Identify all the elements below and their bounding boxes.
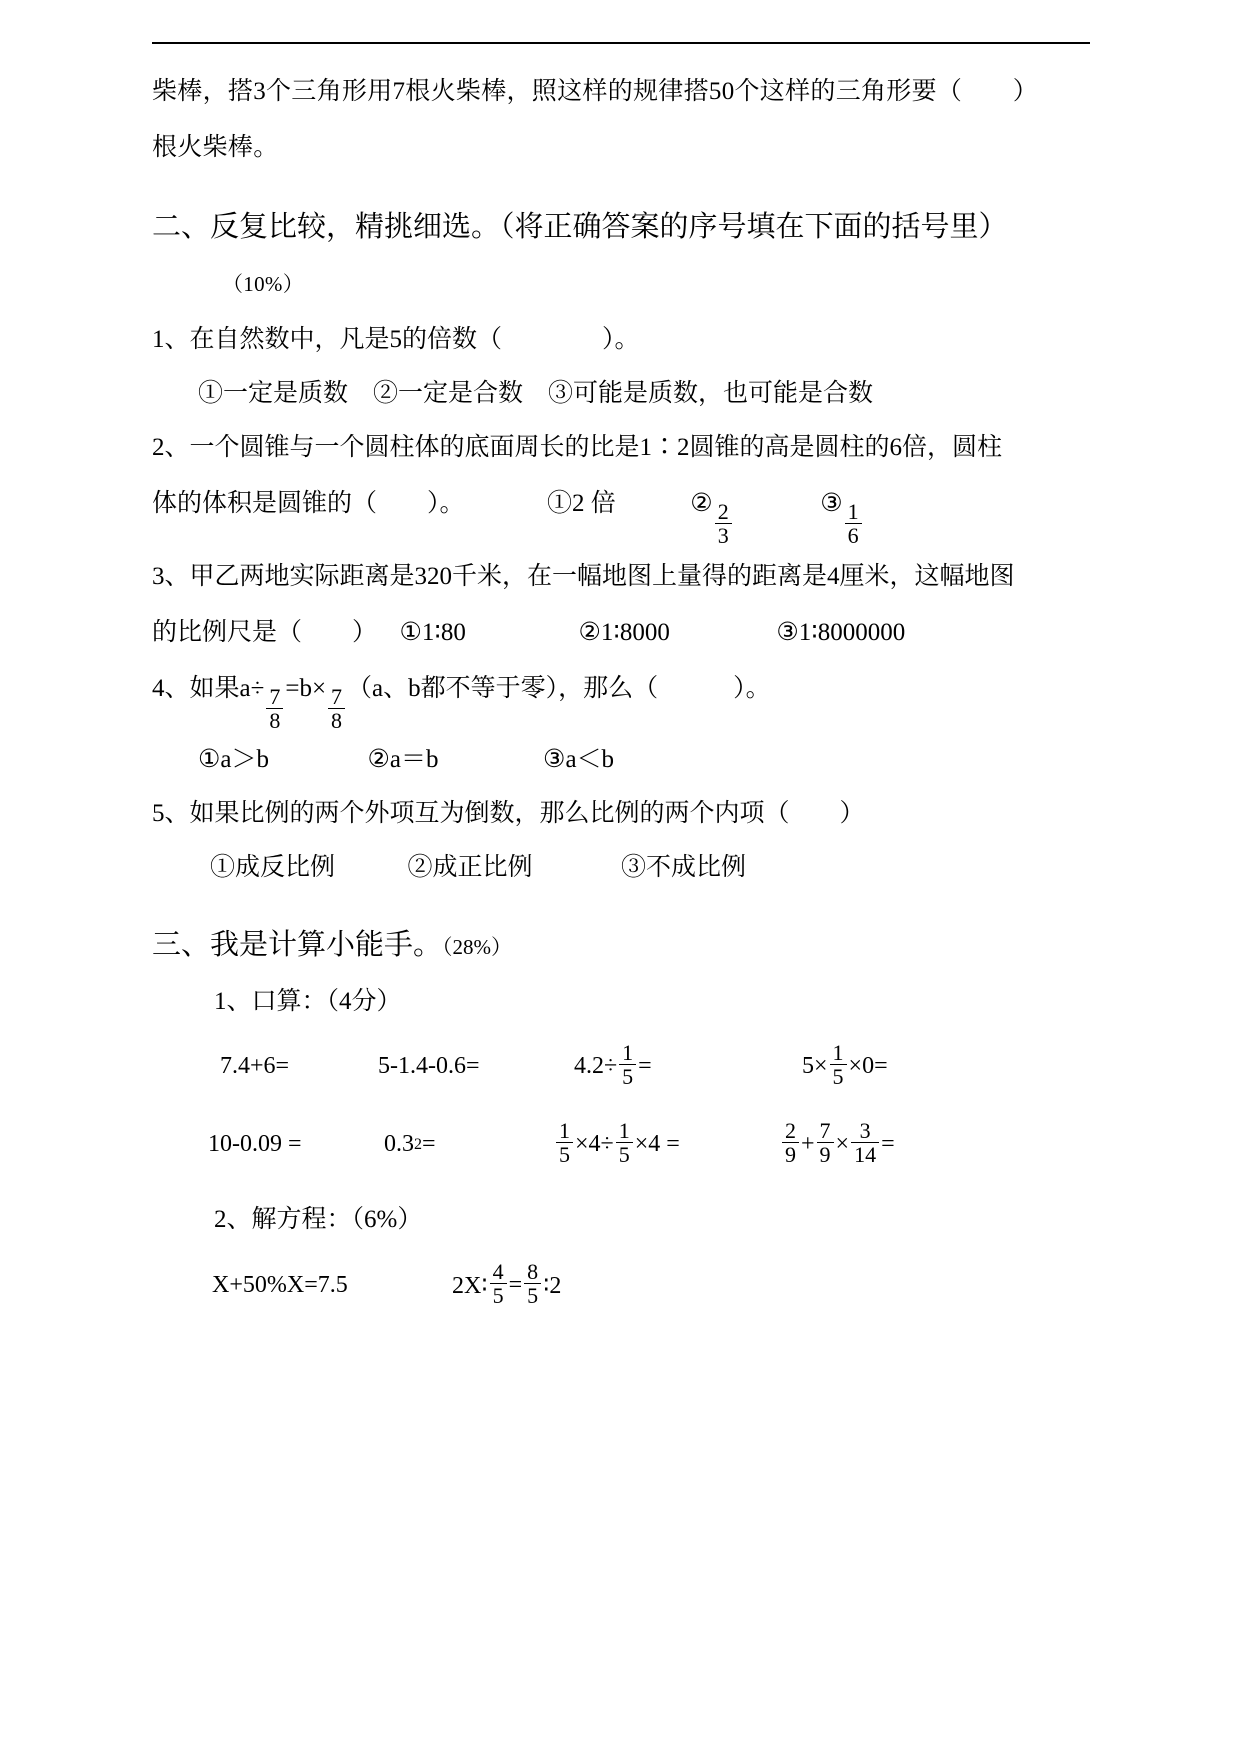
- fraction-numerator: 7: [331, 683, 343, 709]
- fraction-denominator: 5: [616, 1142, 633, 1166]
- mental-math-item-6: [384, 1106, 436, 1184]
- mental-math-item-2: 5-1.4-0.6=: [378, 1053, 480, 1080]
- fraction-denominator: 5: [490, 1283, 507, 1307]
- page-content: [152, 64, 1102, 1326]
- mental-math-item-3: [574, 1028, 652, 1106]
- question-3-text-line-2: 的比例尺是（ ）: [152, 618, 378, 646]
- solve-equations-row: [152, 1246, 1102, 1326]
- question-4-option-3: ③a＜b: [543, 745, 615, 773]
- fraction-denominator: 3: [715, 523, 732, 547]
- question-4-text-prefix: 如果a÷: [189, 674, 265, 702]
- fraction-three-fourteenths: [851, 1117, 879, 1167]
- mental-math-item-8-op-1: +: [801, 1131, 815, 1158]
- fraction-numerator: 7: [819, 1117, 831, 1143]
- mental-math-row-1: [152, 1028, 1102, 1106]
- mental-math-item-7-mid: ×4÷: [575, 1131, 614, 1158]
- question-4-number: 4、: [152, 674, 190, 702]
- fraction-numerator: 1: [622, 1039, 634, 1065]
- fraction-numerator: 7: [269, 683, 281, 709]
- mental-math-item-4-suffix: ×0=: [848, 1053, 888, 1080]
- equation-2-middle: =: [508, 1272, 523, 1299]
- fraction-numerator: 1: [847, 498, 859, 524]
- equation-2-suffix: ∶2: [543, 1273, 562, 1300]
- section-three-score: （28%）: [442, 934, 513, 959]
- mental-math-item-6-suffix: =: [422, 1131, 436, 1158]
- fraction-numerator: 8: [527, 1258, 539, 1284]
- question-1-stem: [152, 312, 1102, 368]
- question-1-options: ①一定是质数 ②一定是合数 ③可能是质数，也可能是合数: [198, 380, 874, 407]
- fraction-seven-ninths: [817, 1117, 834, 1167]
- question-3-text-line-1: 甲乙两地实际距离是320千米，在一幅地图上量得的距离是4厘米，这幅地图: [189, 562, 1015, 590]
- fill-blank-continuation-line-2: 根火柴棒。: [152, 134, 279, 161]
- mental-math-item-6-base: 0.3: [384, 1131, 414, 1158]
- fraction-denominator: 14: [851, 1142, 879, 1166]
- mental-math-item-1: 7.4+6=: [220, 1053, 290, 1080]
- fraction-denominator: 8: [266, 708, 283, 732]
- question-5-options: [152, 842, 1102, 894]
- question-5-option-2: ②成正比例: [407, 853, 533, 881]
- fraction-denominator: 9: [782, 1142, 799, 1166]
- question-3-option-3: ③1∶8000000: [776, 618, 906, 646]
- fraction-four-fifths: [490, 1258, 507, 1308]
- mental-math-item-8-op-2: ×: [835, 1131, 850, 1158]
- mental-math-item-7-suffix: ×4 =: [634, 1131, 680, 1158]
- question-5-text: 如果比例的两个外项互为倒数，那么比例的两个内项（ ）: [189, 799, 865, 827]
- fraction-numerator: 3: [859, 1117, 871, 1143]
- fraction-two-thirds: [715, 498, 732, 548]
- question-3-option-2: ②1∶8000: [578, 618, 670, 646]
- fraction-denominator: 9: [817, 1142, 834, 1166]
- fraction-seven-eighths-1: [266, 683, 283, 733]
- mental-math-item-3-suffix: =: [638, 1053, 652, 1080]
- question-3-number: 3、: [152, 562, 190, 590]
- question-2-option-1: [547, 476, 616, 532]
- question-2-stem-line-1: [152, 420, 1102, 476]
- mental-math-item-4: [802, 1028, 888, 1106]
- fill-blank-continuation-line-1: 柴棒，搭3个三角形用7根火柴棒，照这样的规律搭50个这样的三角形要（ ）: [152, 78, 1039, 105]
- question-2-option-3-marker: ③: [820, 490, 843, 517]
- mental-math-row-2: [152, 1106, 1102, 1184]
- fraction-denominator: 6: [845, 523, 862, 547]
- fraction-eight-fifths: [524, 1258, 541, 1308]
- fraction-one-fifth: [619, 1039, 636, 1089]
- question-2-option-1-text: 2 倍: [572, 490, 616, 517]
- mental-math-item-6-exponent: 2: [414, 1135, 422, 1153]
- subsection-mental-math-label: 1、口算：（4分）: [214, 987, 402, 1015]
- equation-2: [452, 1246, 561, 1326]
- fraction-two-ninths: [782, 1117, 799, 1167]
- question-3-stem-line-1: [152, 549, 1102, 605]
- equation-2-prefix: 2X∶: [452, 1273, 488, 1300]
- fraction-denominator: 5: [524, 1283, 541, 1307]
- question-1-number: 1、: [152, 326, 190, 353]
- mental-math-item-4-prefix: 5×: [802, 1053, 828, 1080]
- header-divider-rule: [152, 42, 1090, 44]
- fraction-numerator: 1: [618, 1117, 630, 1143]
- question-4-option-1: ①a＞b: [198, 745, 270, 773]
- fraction-denominator: 5: [830, 1064, 847, 1088]
- fraction-one-fifth: [830, 1039, 847, 1089]
- question-2-stem-line-2: [152, 476, 1102, 549]
- question-3-option-1: ①1∶80: [399, 618, 466, 646]
- question-4-option-2: ②a＝b: [367, 745, 439, 773]
- mental-math-item-8: [780, 1106, 895, 1184]
- question-4-text-middle: =b×: [285, 674, 327, 702]
- mental-math-item-3-prefix: 4.2÷: [574, 1053, 618, 1080]
- fraction-one-fifth-a: [556, 1117, 573, 1167]
- question-1-text: 在自然数中，凡是5的倍数（ ）。: [189, 326, 640, 353]
- question-5-number: 5、: [152, 799, 190, 827]
- section-three-title: 三、我是计算小能手。: [152, 928, 443, 961]
- fraction-numerator: 2: [717, 498, 729, 524]
- fraction-denominator: 5: [619, 1064, 636, 1088]
- fraction-numerator: 4: [492, 1258, 504, 1284]
- mental-math-item-7: [554, 1106, 680, 1184]
- mental-math-item-8-suffix: =: [881, 1131, 895, 1158]
- question-5-option-1: ①成反比例: [210, 853, 336, 881]
- question-5-stem: [152, 786, 1102, 842]
- fraction-denominator: 5: [556, 1142, 573, 1166]
- question-2-text-line-1: 一个圆锥与一个圆柱体的底面周长的比是1∶2圆锥的高是圆柱的6倍，圆柱: [189, 434, 1003, 461]
- question-3-stem-line-2: [152, 605, 1102, 661]
- fraction-numerator: 2: [785, 1117, 796, 1143]
- question-4-stem: [152, 661, 1102, 734]
- question-2-option-2: [690, 476, 733, 549]
- fraction-numerator: 1: [559, 1117, 570, 1143]
- section-three-heading: [152, 916, 1102, 976]
- fraction-denominator: 8: [328, 708, 345, 732]
- question-5-option-3: ③不成比例: [621, 853, 747, 881]
- fraction-one-fifth-b: [616, 1117, 633, 1167]
- question-2-number: 2、: [152, 434, 190, 461]
- question-2-option-1-marker: ①: [547, 490, 573, 517]
- mental-math-item-5: 10-0.09 =: [208, 1131, 302, 1158]
- equation-1: X+50%X=7.5: [212, 1272, 348, 1299]
- question-4-options: [152, 734, 1102, 786]
- fraction-one-sixth: [845, 498, 862, 548]
- section-two-score: （10%）: [222, 272, 304, 296]
- question-2-option-3: [820, 476, 863, 549]
- fraction-seven-eighths-2: [328, 683, 345, 733]
- question-4-text-suffix: （a、b都不等于零），那么（ ）。: [347, 674, 771, 702]
- subsection-solve-equations-label: 2、解方程：（6%）: [214, 1205, 423, 1233]
- fraction-numerator: 1: [832, 1039, 844, 1065]
- question-2-text-line-2: 体的体积是圆锥的（ ）。: [152, 490, 465, 517]
- section-two-heading: 二、反复比较，精挑细选。（将正确答案的序号填在下面的括号里）: [152, 211, 1008, 243]
- question-2-option-2-marker: ②: [690, 490, 713, 517]
